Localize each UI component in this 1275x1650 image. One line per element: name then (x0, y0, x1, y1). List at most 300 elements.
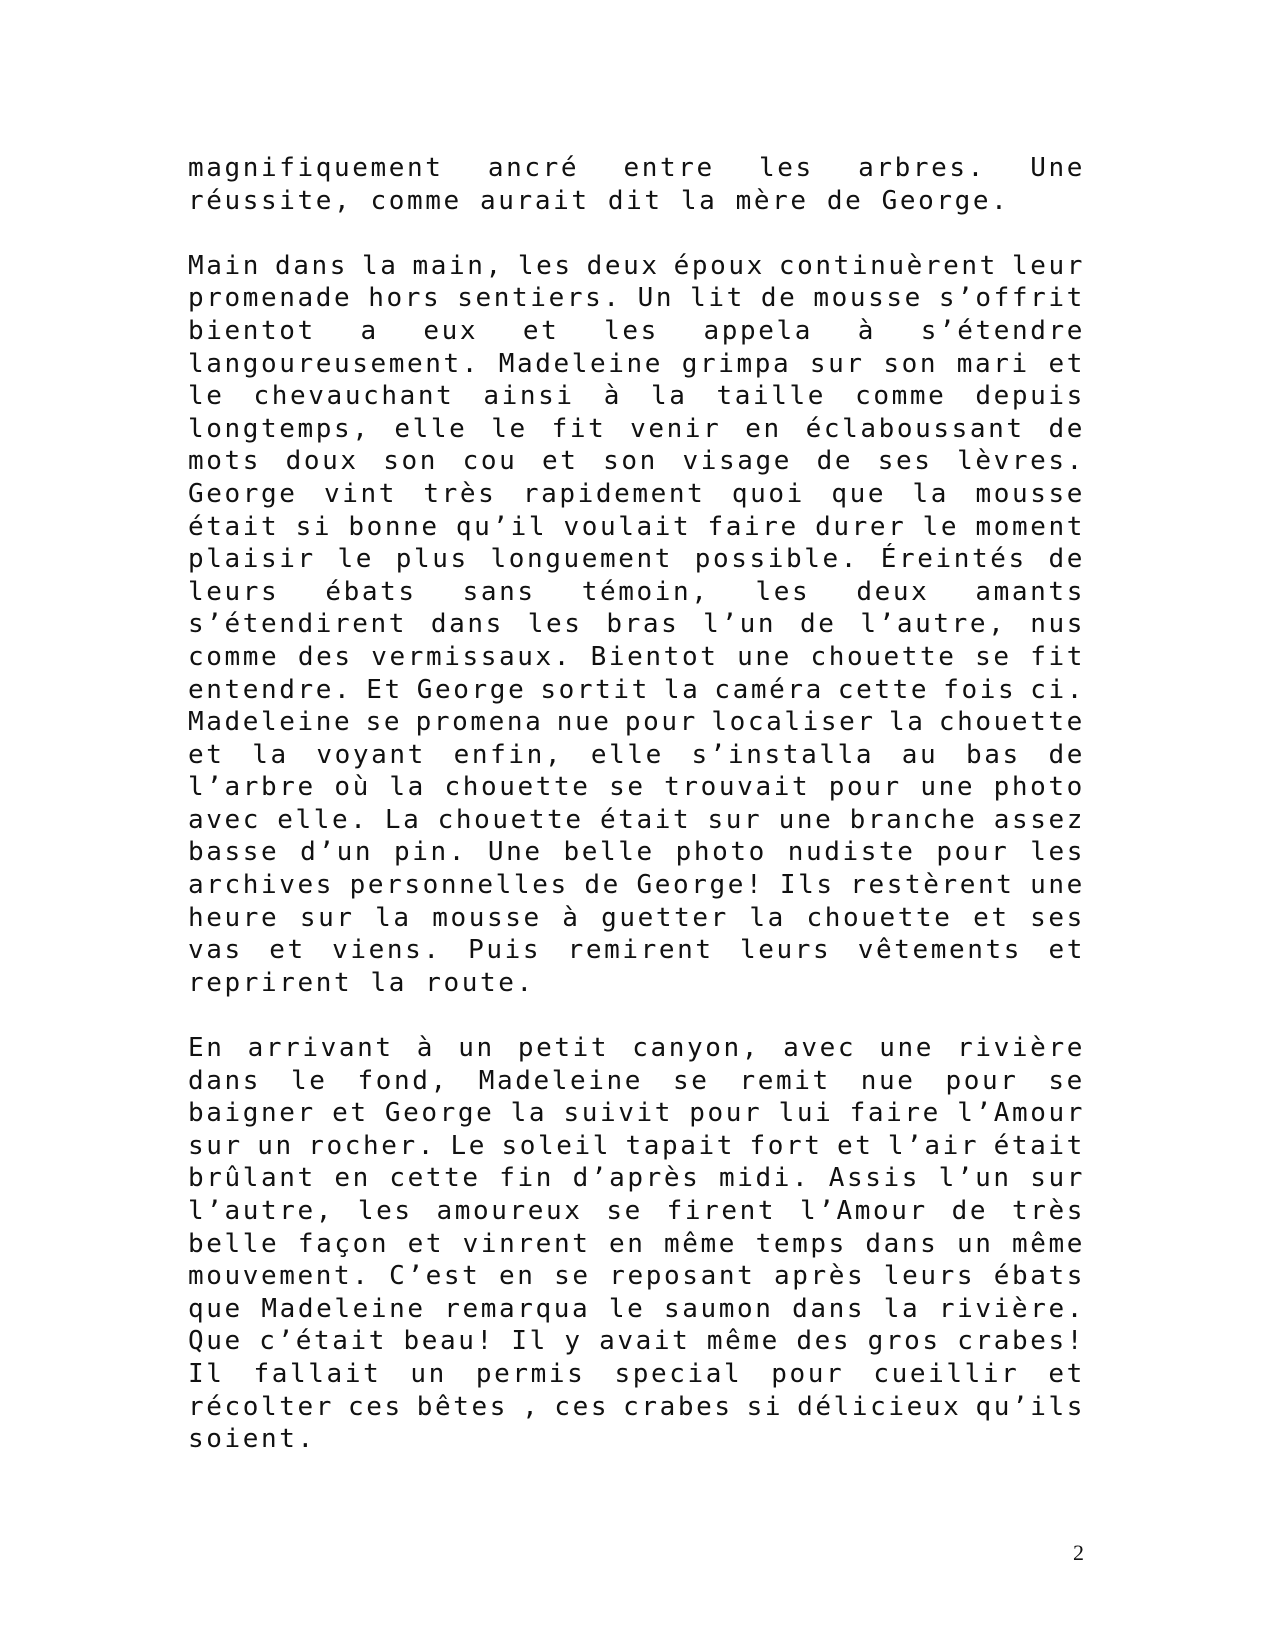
word: très (1011, 1196, 1085, 1226)
word: moment (975, 511, 1085, 542)
word: Madeleine (478, 1065, 643, 1096)
word: même (664, 1228, 738, 1259)
word: de (1048, 413, 1085, 444)
word: George (416, 674, 527, 705)
word: des (796, 1326, 852, 1357)
word: mari (956, 348, 1030, 379)
word: Madeleine (188, 707, 353, 738)
word: Madeleine (498, 348, 664, 379)
word: canyon, (632, 1033, 761, 1064)
text-line (188, 1228, 1085, 1261)
word: Éreintés (880, 544, 1027, 575)
word: chouette (437, 804, 584, 835)
word: arbres. (858, 153, 986, 183)
word: depuis (975, 381, 1085, 412)
word: cou (462, 446, 518, 477)
word: gros (867, 1326, 941, 1357)
text-line (188, 250, 1085, 283)
text-line (188, 1130, 1085, 1163)
word: délicieux (797, 1391, 962, 1422)
body-text (188, 152, 1085, 1456)
word: à (603, 381, 622, 412)
word: caméra (714, 674, 824, 705)
word: assez (993, 804, 1085, 835)
word: les (755, 576, 811, 607)
word: deux (856, 576, 930, 607)
word: grimpa (681, 348, 792, 379)
word: ébats (325, 576, 417, 607)
word: voyant (316, 739, 426, 770)
text-line (188, 282, 1085, 315)
word: était (993, 1130, 1085, 1161)
word: visage (682, 446, 793, 477)
text-line: réussite, comme aurait dit la mère de George. (188, 185, 1010, 216)
word: chevauchant (253, 381, 455, 412)
word: ancré (487, 153, 580, 183)
word: les (1030, 837, 1085, 868)
text-line (188, 902, 1085, 935)
word: tapait (625, 1130, 735, 1161)
word: bonne (348, 511, 440, 542)
word: le (290, 1065, 328, 1096)
word: En (188, 1033, 225, 1064)
word: d’un (300, 837, 374, 868)
word: façon (297, 1228, 390, 1259)
paragraph (188, 152, 1085, 217)
word: remit (739, 1065, 831, 1096)
word: crabes (623, 1391, 733, 1422)
word: restèrent (850, 870, 1015, 901)
word: et (332, 1098, 369, 1129)
word: nus (1030, 609, 1085, 640)
word: faire (707, 511, 799, 542)
word: fond, (357, 1065, 449, 1096)
word: La (384, 804, 422, 835)
text-line (188, 1325, 1085, 1358)
word: un (410, 1358, 447, 1389)
word: ébats (993, 1261, 1085, 1292)
text-line (188, 413, 1085, 446)
word: viens. (332, 935, 442, 966)
word: et (269, 935, 306, 966)
word: leurs (883, 1261, 976, 1292)
word: suivit (563, 1098, 673, 1129)
word: voulait (563, 511, 692, 542)
word: le (188, 381, 225, 412)
word: ses (877, 446, 933, 477)
word: pour (945, 1065, 1019, 1096)
word: fallait (253, 1358, 382, 1389)
word: de (1048, 739, 1085, 770)
word: à (416, 1033, 436, 1064)
page-number: 2 (1073, 1540, 1084, 1565)
word: localiser (711, 707, 876, 738)
word: chouette (806, 902, 953, 933)
word: eux (423, 315, 479, 346)
text-line (188, 1358, 1085, 1391)
word: longtemps, (188, 413, 371, 444)
word: promena (415, 707, 544, 738)
word: qu’ils (975, 1391, 1085, 1422)
word: la (912, 478, 950, 509)
word: a (360, 315, 379, 346)
word: ses (1030, 902, 1085, 933)
word: branche (849, 804, 978, 835)
word: bas (965, 739, 1021, 770)
word: sans (462, 576, 536, 607)
word: Madeleine (261, 1293, 426, 1324)
word: langoureusement. (188, 348, 481, 379)
word: , (522, 1391, 541, 1422)
word: remarqua (444, 1293, 591, 1324)
word: une (879, 1033, 935, 1064)
text-line (188, 934, 1085, 967)
word: s’offrit (938, 283, 1085, 314)
word: le (608, 1293, 646, 1324)
paragraph-gap (188, 999, 1085, 1032)
text-line (188, 674, 1085, 707)
word: mousse (813, 283, 923, 314)
word: entendre. (188, 674, 353, 705)
word: ces (348, 1391, 403, 1422)
word: Il (511, 1326, 548, 1357)
word: George! (636, 870, 765, 901)
word: avec (783, 1033, 857, 1064)
text-line (188, 1391, 1085, 1424)
word: si (295, 511, 333, 542)
word: trouvait (664, 772, 811, 803)
word: de (1048, 544, 1085, 575)
word: avait (599, 1326, 691, 1357)
text-line (188, 641, 1085, 674)
word: dans (865, 1228, 939, 1259)
word: firent (666, 1196, 777, 1226)
word: ainsi (483, 381, 575, 412)
text-line (188, 1065, 1085, 1098)
word: arrivant (247, 1033, 394, 1064)
word: pour (624, 707, 698, 738)
word: se (609, 772, 646, 803)
word: beau! (403, 1326, 495, 1357)
text-line (188, 1162, 1085, 1195)
word: son (383, 446, 439, 477)
word: très (423, 478, 497, 509)
word: elle (590, 739, 664, 770)
word: et (836, 1130, 874, 1161)
word: fort (749, 1130, 823, 1161)
word: se (1048, 1065, 1085, 1096)
word: durer (815, 511, 907, 542)
word: leur (1011, 250, 1085, 281)
word: lèvres. (957, 446, 1085, 477)
word: sortit (540, 674, 650, 705)
word: Un (637, 283, 675, 314)
word: c’était (259, 1326, 388, 1357)
word: pour (689, 1098, 763, 1129)
word: plaisir (188, 544, 316, 575)
word: Main (188, 250, 262, 281)
word: crabes! (957, 1326, 1085, 1357)
paragraph (188, 250, 1085, 1000)
word: Ils (779, 870, 835, 901)
word: cette (389, 1163, 481, 1194)
word: le (337, 544, 375, 575)
word: Une (1030, 153, 1085, 183)
word: pin. (393, 837, 467, 868)
word: nudiste (787, 837, 916, 868)
word: rapidement (522, 478, 706, 509)
word: mouvement. (188, 1261, 371, 1292)
word: était (599, 804, 692, 835)
word: Et (366, 674, 403, 705)
word: appela (703, 315, 814, 346)
word: les (527, 609, 583, 640)
word: nue (860, 1065, 916, 1096)
word: y (564, 1326, 583, 1357)
word: se (672, 1065, 710, 1096)
word: au (901, 739, 939, 770)
text-line (188, 739, 1085, 772)
word: nue (556, 707, 612, 738)
word: sur (707, 804, 763, 835)
word: remirent (567, 935, 714, 966)
word: plus (395, 544, 469, 575)
word: les (604, 315, 659, 346)
word: témoin, (581, 576, 710, 607)
word: chouette (938, 707, 1085, 738)
word: taille (716, 381, 827, 412)
word: d’après (572, 1163, 701, 1194)
text-line (188, 771, 1085, 804)
text-line (188, 1097, 1085, 1130)
word: elle. (277, 804, 369, 835)
paragraph-gap (188, 217, 1085, 250)
word: récolter (188, 1391, 335, 1422)
word: vermissaux. (371, 641, 573, 672)
word: son (883, 348, 939, 379)
word: la (749, 902, 786, 933)
word: fit (1030, 641, 1085, 672)
word: et (542, 446, 579, 477)
word: rocher. (308, 1130, 436, 1161)
text-line (188, 543, 1085, 576)
word: rivière (957, 1033, 1085, 1064)
word: bientot (188, 315, 316, 346)
word: de (584, 870, 621, 901)
text-line (188, 706, 1085, 739)
word: possible. (694, 544, 860, 575)
text-line: reprirent la route. (188, 967, 535, 998)
word: l’un (938, 1163, 1012, 1194)
word: Il (188, 1358, 225, 1389)
word: guetter (601, 902, 729, 933)
word: archives (188, 870, 335, 901)
word: promenade (188, 283, 353, 314)
word: comme (855, 381, 947, 412)
word: l’arbre (188, 772, 316, 803)
word: pour (936, 837, 1010, 868)
word: faire (849, 1098, 941, 1129)
word: la (883, 1293, 921, 1324)
word: longuement (490, 544, 674, 575)
text-line (188, 1195, 1085, 1228)
word: se (975, 641, 1012, 672)
word: avec (188, 804, 262, 835)
word: que (831, 478, 887, 509)
word: que (188, 1293, 243, 1324)
word: fin (499, 1163, 555, 1194)
word: s’étendirent (188, 609, 408, 640)
word: personnelles (349, 870, 569, 901)
word: soleil (501, 1130, 611, 1161)
word: époux (673, 250, 765, 281)
text-line (188, 511, 1085, 544)
word: chouette (444, 772, 591, 803)
word: Bientot (590, 641, 719, 672)
text-line (188, 836, 1085, 869)
paragraph (188, 1032, 1085, 1456)
word: special (614, 1358, 743, 1389)
word: permis (475, 1358, 586, 1389)
word: de (760, 283, 798, 314)
word: Assis (828, 1163, 921, 1194)
word: lui (778, 1098, 834, 1129)
word: la (362, 250, 399, 281)
word: ces (554, 1391, 610, 1422)
word: la (663, 674, 701, 705)
word: l’autre, (860, 609, 1007, 640)
word: brûlant (188, 1163, 316, 1194)
word: vinrent (462, 1228, 591, 1259)
word: en (499, 1261, 536, 1292)
word: la (389, 772, 426, 803)
word: si (746, 1391, 784, 1422)
word: dans (792, 1293, 866, 1324)
word: vint (323, 478, 397, 509)
word: leurs (740, 935, 832, 966)
word: sur (188, 1130, 243, 1161)
text-line (188, 1260, 1085, 1293)
word: même (706, 1326, 780, 1357)
word: le (922, 511, 960, 542)
word: George (188, 478, 298, 509)
word: une (737, 641, 792, 672)
word: main, (412, 250, 504, 281)
word: la (650, 381, 688, 412)
word: reposant (609, 1261, 756, 1292)
text-line (188, 576, 1085, 609)
word: se (554, 1261, 591, 1292)
word: mousse (432, 902, 542, 933)
word: en (608, 1228, 646, 1259)
word: belle (563, 837, 655, 868)
word: belle (188, 1228, 280, 1259)
word: et (522, 315, 560, 346)
word: leurs (188, 576, 280, 607)
word: comme (188, 641, 280, 672)
word: un (458, 1033, 495, 1064)
text-line (188, 1293, 1085, 1326)
word: les (759, 153, 814, 183)
text-line (188, 869, 1085, 902)
word: heure (188, 902, 280, 933)
word: fit (551, 413, 607, 444)
word: à (857, 315, 877, 346)
word: midi. (718, 1163, 811, 1194)
text-line (188, 445, 1085, 478)
word: et (407, 1228, 445, 1259)
word: photo (675, 837, 767, 868)
word: et (1048, 348, 1085, 379)
word: à (562, 902, 581, 933)
word: et (1048, 935, 1085, 966)
word: dans (430, 609, 504, 640)
word: l’air (887, 1130, 980, 1161)
word: les (357, 1196, 413, 1226)
word: s’installa (691, 739, 875, 770)
text-line (188, 348, 1085, 381)
word: la (510, 1098, 548, 1129)
word: petit (517, 1033, 610, 1064)
word: doux (285, 446, 359, 477)
word: l’Amour (800, 1196, 928, 1226)
word: deux (586, 250, 660, 281)
word: enfin, (453, 739, 564, 770)
word: Une (487, 837, 543, 868)
word: mots (188, 446, 262, 477)
text-line (188, 608, 1085, 641)
word: dans (188, 1065, 262, 1096)
word: où (334, 772, 371, 803)
word: venir (630, 413, 722, 444)
word: de (816, 446, 854, 477)
word: Que (188, 1326, 243, 1357)
word: une (920, 772, 976, 803)
word: l’Amour (957, 1098, 1085, 1129)
word: bêtes (416, 1391, 509, 1422)
word: sur (809, 348, 865, 379)
word: sur (299, 902, 355, 933)
word: et (188, 739, 225, 770)
word: photo (993, 772, 1085, 803)
word: le (491, 413, 528, 444)
text-line (188, 1032, 1085, 1065)
word: mousse (975, 478, 1085, 509)
word: s’étendre (920, 315, 1085, 346)
word: la (375, 902, 412, 933)
word: saumon (664, 1293, 774, 1324)
word: quoi (731, 478, 805, 509)
word: l’un (703, 609, 777, 640)
word: se (365, 707, 403, 738)
word: rivière. (938, 1293, 1085, 1324)
word: en (334, 1163, 371, 1194)
word: qu’il (455, 511, 548, 542)
word: en (745, 413, 782, 444)
word: après (773, 1261, 866, 1292)
word: Puis (468, 935, 542, 966)
text-line (188, 152, 1085, 185)
word: basse (188, 837, 280, 868)
word: elle (394, 413, 468, 444)
word: une (778, 804, 834, 835)
word: les (517, 250, 573, 281)
word: baigner (188, 1098, 316, 1129)
word: de (800, 609, 837, 640)
word: des (297, 641, 353, 672)
word: même (1011, 1228, 1085, 1259)
word: entre (623, 153, 715, 183)
